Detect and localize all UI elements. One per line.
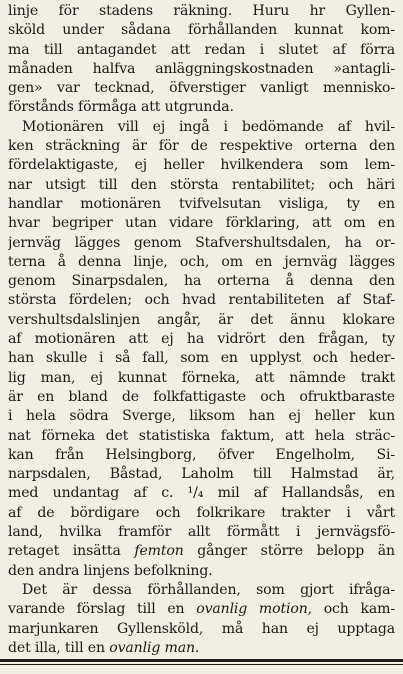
text-line-end: gånger större belopp än	[183, 543, 395, 560]
text-line: i hela södra Sverge, liksom han ej heller kun	[8, 408, 395, 425]
text-line: Motionären vill ej ingå i bedömande af hvil-	[22, 118, 395, 135]
text-line: kan från Helsingborg, öfver Engelholm, Si-	[8, 446, 395, 463]
emphasis-ovanlig-man: ovanlig man	[109, 639, 195, 656]
text-line: terna å denna linje, och, om en jernväg lägges	[8, 253, 395, 270]
text-line	[8, 600, 395, 619]
text-line: Det är dessa förhållanden, som gjort ifråga-	[22, 581, 395, 598]
text-line: ma till antagandet att redan i slutet af förra	[8, 41, 395, 58]
text-line: ken sträckning är för de respektive orterna den	[8, 138, 395, 155]
text-line: månaden halfva anläggningskostnaden »antagli-	[8, 60, 395, 77]
column-end-rule-thin	[0, 664, 403, 665]
text-line: genom Sinarpsdalen, ha orterna å denna den	[8, 273, 395, 290]
text-line: gen» var tecknad, öfverstiger vanligt mennisko-	[8, 80, 395, 97]
text-line: förstånds förmåga att utgrunda.	[8, 99, 234, 116]
text-line: fördelaktigaste, ej heller hvilkendera som lem-	[8, 157, 395, 174]
text-line: största fördelen; och hvad rentabiliteten af Staf-	[8, 292, 395, 309]
text-line: vershultsdalslinjen angår, är det ännu klokare	[8, 311, 395, 328]
text-line: jernväg lägges genom Stafvershultsdalen, ha or-	[8, 234, 395, 251]
text-line	[8, 639, 395, 658]
text-line: den andra linjens befolkning.	[8, 562, 213, 579]
text-line-start: retaget insätta	[8, 543, 121, 560]
text-line: hvar begriper utan vidare förklaring, att om en	[8, 215, 395, 232]
text-line: linje för stadens räkning. Huru hr Gyllen-	[8, 3, 395, 19]
text-line-end: .	[194, 639, 200, 656]
text-line: nar utsigt till den största rentabilitet; och häri	[8, 176, 395, 193]
text-line: marjunkaren Gyllensköld, må han ej upptaga	[8, 620, 395, 637]
article-column	[8, 2, 395, 658]
text-line-end: , och kam-	[307, 601, 395, 618]
column-end-rule	[0, 659, 403, 662]
text-line-start: varande förslag till en	[8, 601, 185, 618]
text-line: är en bland de folkfattigaste och ofruktbaraste	[8, 388, 395, 405]
text-line: handlar motionären tvifvelsutan visliga, ty en	[8, 195, 395, 212]
emphasis-femton: femton	[134, 543, 184, 560]
text-line: nat förneka det statistiska faktum, att hela sträc-	[8, 427, 395, 444]
text-line-start: det illa, till en	[8, 639, 105, 656]
text-line: land, hvilka framför allt förmått i jernvägsfö-	[8, 524, 395, 541]
text-line	[8, 542, 395, 561]
text-line: af motionären att ej ha vidrört den frågan, ty	[8, 331, 395, 348]
text-line: med undantag af c. ¹/₄ mil af Hallandsås, en	[8, 485, 395, 502]
emphasis-ovanlig-motion: ovanlig motion	[196, 601, 308, 618]
text-line: lig man, ej kunnat förneka, att nämnde trakt	[8, 369, 395, 386]
text-line: narpsdalen, Båstad, Laholm till Halmstad är,	[8, 466, 395, 483]
text-line: af de bördigare och folkrikare trakter i vårt	[8, 504, 395, 521]
text-line: han skulle i så fall, som en upplyst och heder-	[8, 350, 395, 367]
text-line: sköld under sådana förhållanden kunnat kom-	[8, 22, 395, 39]
